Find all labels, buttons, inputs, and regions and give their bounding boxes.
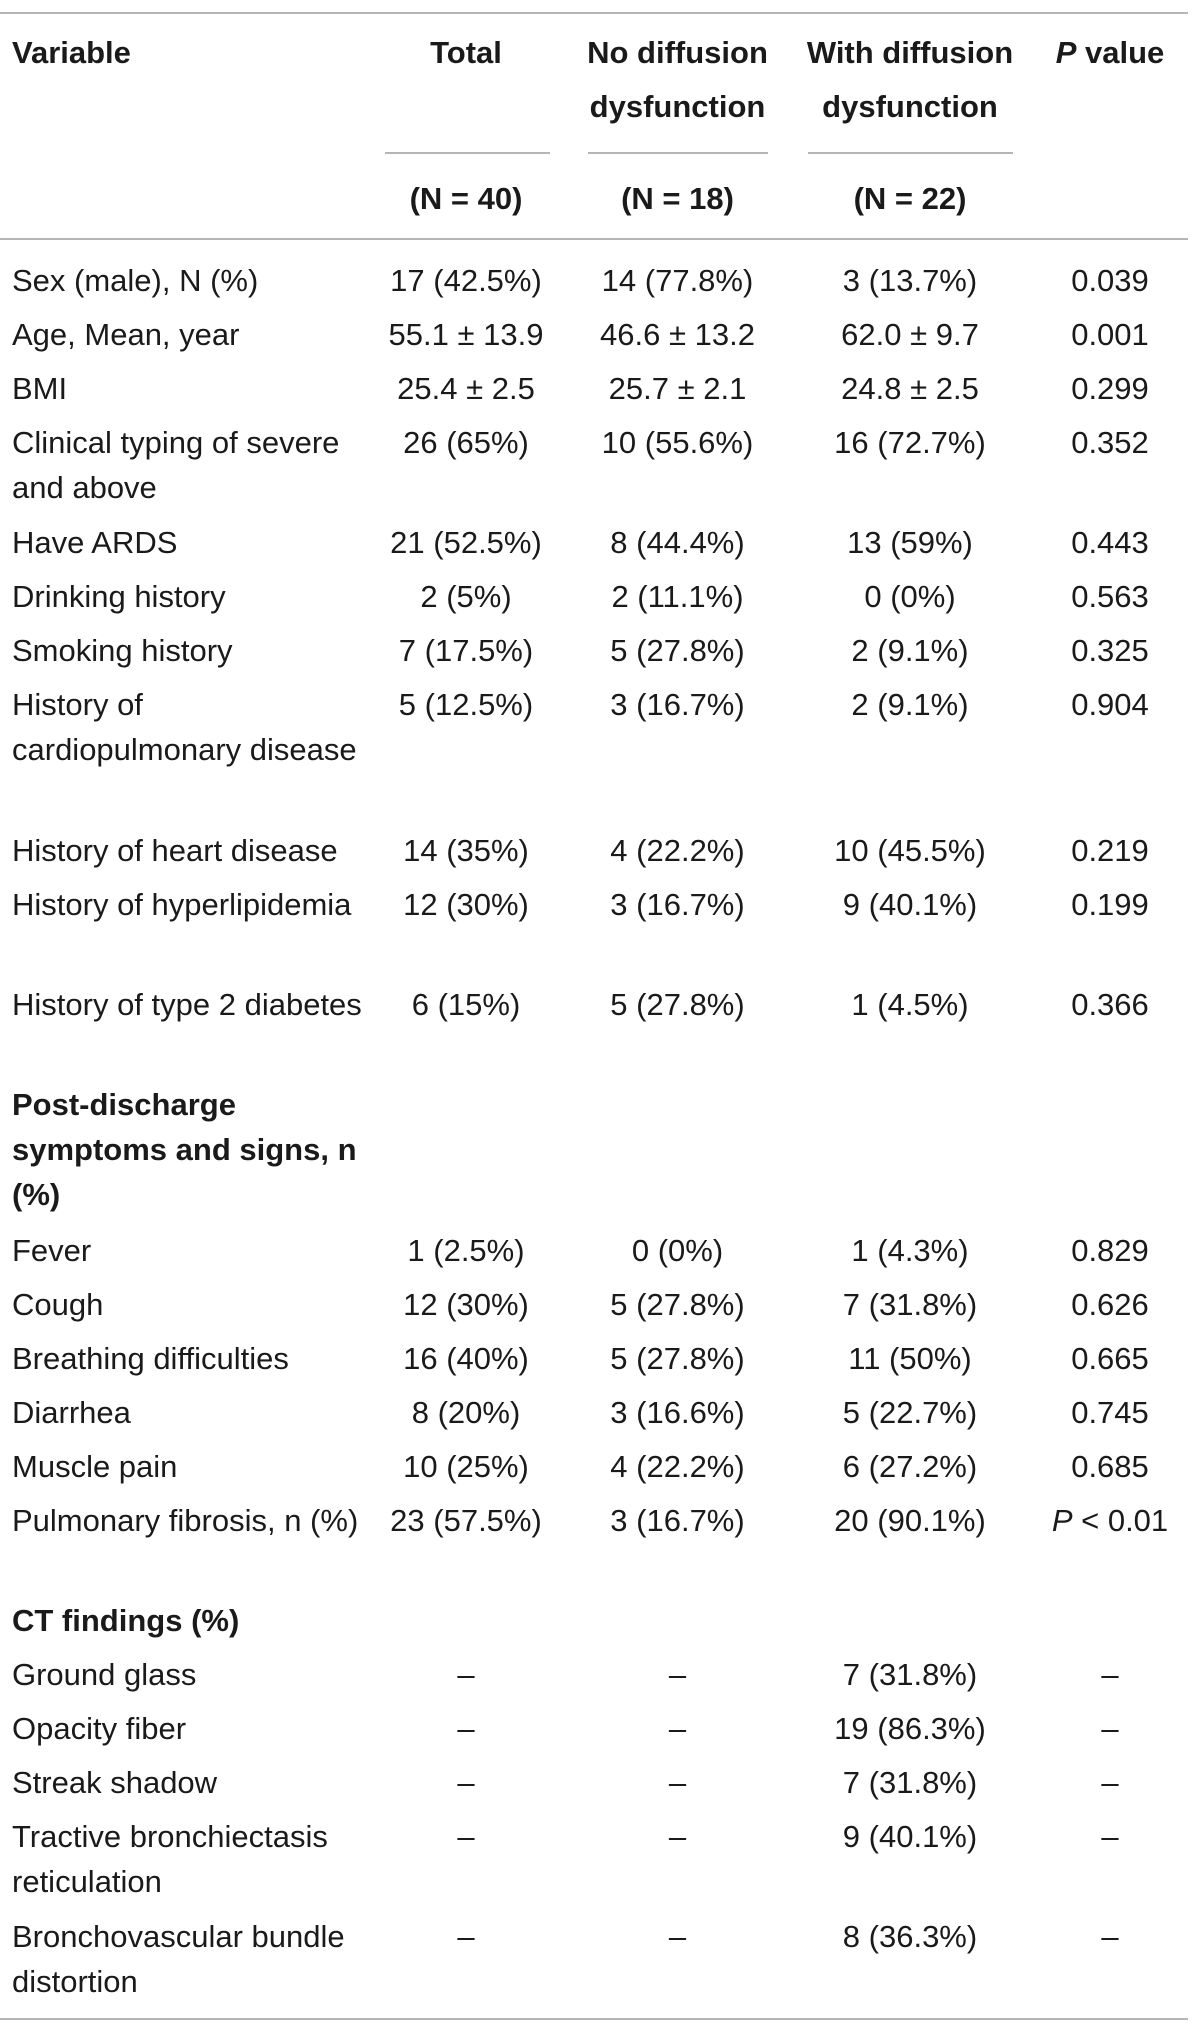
cell-p-value: 0.352 [1071,425,1149,460]
cell-total: – [457,1765,475,1800]
cell-with-diffusion: 24.8 ± 2.5 [841,371,979,406]
cell-total: – [457,1657,475,1692]
cell-no-diffusion: – [668,1711,687,1746]
row-label: BMI [12,371,68,406]
table-bottom-rule [0,2018,1188,2020]
subheader-rule-no [588,152,768,154]
header-n-no: (N = 18) [621,181,734,216]
cell-with-diffusion: 13 (59%) [847,525,973,560]
cell-with-diffusion: 10 (45.5%) [834,833,986,868]
cell-no-diffusion: 10 (55.6%) [601,425,754,460]
cell-p-value: 0.443 [1071,525,1149,560]
cell-total: – [457,1919,475,1954]
section-heading: Post-discharge symptoms and signs, n (%) [12,1087,357,1212]
cell-total: 12 (30%) [403,1287,529,1322]
row-label: History of hyperlipidemia [12,887,352,922]
cell-total: 21 (52.5%) [390,525,542,560]
cell-total: 25.4 ± 2.5 [397,371,535,406]
row-label: Breathing difficulties [12,1341,289,1376]
cell-no-diffusion: – [668,1657,687,1692]
cell-p-value: – [1101,1765,1119,1800]
cell-no-diffusion: 2 (11.1%) [611,579,744,614]
cell-with-diffusion: 0 (0%) [864,579,956,614]
cell-total: 12 (30%) [403,887,529,922]
header-p-rest: value [1076,35,1165,70]
header-total: Total [430,35,502,70]
cell-with-diffusion: 62.0 ± 9.7 [841,317,979,352]
header-p-italic: P [1055,35,1077,70]
cell-p-value: 0.685 [1071,1449,1149,1484]
cell-p-value: 0.829 [1071,1233,1149,1268]
cell-p-value: 0.366 [1071,987,1149,1022]
row-label: Pulmonary fibrosis, n (%) [12,1503,359,1538]
row-label: Diarrhea [12,1395,131,1430]
row-label: Streak shadow [12,1765,218,1800]
cell-total: 16 (40%) [403,1341,529,1376]
p-symbol: P [1051,1503,1073,1538]
cell-total: 8 (20%) [411,1395,521,1430]
cell-with-diffusion: 20 (90.1%) [834,1503,986,1538]
cell-no-diffusion: 4 (22.2%) [610,1449,745,1484]
cell-no-diffusion: 8 (44.4%) [610,525,745,560]
cell-p-value: 0.904 [1071,687,1149,722]
cell-p-value: – [1101,1819,1119,1854]
cell-with-diffusion: 9 (40.1%) [842,887,978,922]
header-no-diffusion-line1: No diffusion [587,35,768,70]
header-with-diffusion-line1: With diffusion [806,35,1014,70]
cell-with-diffusion: 1 (4.3%) [851,1233,969,1268]
cell-no-diffusion: 5 (27.8%) [610,987,745,1022]
row-label: Drinking history [12,579,226,614]
cell-with-diffusion: 2 (9.1%) [851,633,969,668]
cell-no-diffusion: 14 (77.8%) [601,263,754,298]
cell-p-value: 0.299 [1071,371,1149,406]
cell-total: 6 (15%) [411,987,521,1022]
cell-with-diffusion: 11 (50%) [848,1341,972,1376]
cell-with-diffusion: 7 (31.8%) [842,1287,978,1322]
cell-p-value: – [1101,1711,1119,1746]
cell-no-diffusion: 5 (27.8%) [610,1341,745,1376]
cell-no-diffusion: 0 (0%) [631,1233,724,1268]
cell-total: 14 (35%) [403,833,529,868]
header-n-total: (N = 40) [409,181,523,216]
row-label: Muscle pain [12,1449,178,1484]
cell-total: 23 (57.5%) [390,1503,542,1538]
row-label: Smoking history [12,633,233,668]
cell-with-diffusion: 1 (4.5%) [851,987,969,1022]
cell-no-diffusion: 5 (27.8%) [610,633,745,668]
cell-total: 5 (12.5%) [398,687,534,722]
cell-p-value: 0.199 [1071,887,1149,922]
row-label: Opacity fiber [12,1711,187,1746]
cell-with-diffusion: 3 (13.7%) [842,263,978,298]
header-p-value [1030,26,1190,80]
cell-p-value [1030,1498,1190,1543]
row-label: History of type 2 diabetes [12,987,362,1022]
cell-no-diffusion: 5 (27.8%) [610,1287,745,1322]
cell-p-value: – [1101,1657,1119,1692]
cell-with-diffusion: 5 (22.7%) [842,1395,978,1430]
row-label: Fever [12,1233,92,1268]
row-label: Age, Mean, year [12,317,240,352]
cell-total: – [457,1711,475,1746]
cell-p-value: 0.001 [1071,317,1149,352]
cell-with-diffusion: 8 (36.3%) [842,1919,978,1954]
header-n-with: (N = 22) [853,181,967,216]
header-with-diffusion [800,26,1020,134]
row-label: Bronchovascular bundle distortion [12,1919,345,1999]
cell-total: 26 (65%) [403,425,529,460]
cell-p-value: 0.665 [1071,1341,1149,1376]
cell-total: 55.1 ± 13.9 [388,317,544,352]
cell-p-value: 0.563 [1071,579,1149,614]
row-label: History of cardiopulmonary disease [12,687,357,767]
cell-total: 17 (42.5%) [390,263,542,298]
header-bottom-rule [0,238,1188,240]
cell-no-diffusion: 3 (16.7%) [610,687,745,722]
subheader-rule-total [385,152,550,154]
row-label: Have ARDS [12,525,178,560]
p-threshold: < 0.01 [1072,1503,1169,1538]
row-label: Sex (male), N (%) [12,263,259,298]
cell-total: 1 (2.5%) [407,1233,525,1268]
table-top-rule [0,12,1188,14]
row-label: Tractive bronchiectasis reticulation [12,1819,328,1899]
cell-with-diffusion: 9 (40.1%) [842,1819,978,1854]
cell-no-diffusion: 3 (16.7%) [610,1503,745,1538]
header-no-diffusion [575,26,780,134]
cell-with-diffusion: 7 (31.8%) [842,1765,978,1800]
cell-no-diffusion: 46.6 ± 13.2 [600,317,755,352]
cell-p-value: – [1101,1919,1119,1954]
subheader-rule-with [808,152,1013,154]
cell-with-diffusion: 19 (86.3%) [834,1711,986,1746]
cell-p-value: 0.626 [1071,1287,1149,1322]
row-label: Ground glass [12,1657,197,1692]
cell-total: – [457,1819,475,1854]
cell-with-diffusion: 7 (31.8%) [842,1657,978,1692]
cell-p-value: 0.039 [1071,263,1149,298]
cell-no-diffusion: 3 (16.6%) [610,1395,745,1430]
cell-with-diffusion: 6 (27.2%) [842,1449,978,1484]
cell-no-diffusion: 4 (22.2%) [610,833,745,868]
row-label: Cough [12,1287,104,1322]
section-heading: CT findings (%) [12,1603,240,1638]
cell-no-diffusion: – [668,1919,687,1954]
row-label: Clinical typing of severe and above [12,425,340,505]
cell-p-value: 0.325 [1071,633,1149,668]
cell-no-diffusion: – [668,1819,687,1854]
cell-no-diffusion: – [668,1765,687,1800]
header-no-diffusion-line2: dysfunction [589,89,766,124]
cell-total: 7 (17.5%) [398,633,534,668]
cell-p-value: 0.219 [1071,833,1149,868]
header-with-diffusion-line2: dysfunction [822,89,998,124]
cell-no-diffusion: 25.7 ± 2.1 [608,371,747,406]
header-variable: Variable [12,35,131,70]
cell-total: 10 (25%) [403,1449,529,1484]
row-label: History of heart disease [12,833,338,868]
cell-p-value: 0.745 [1071,1395,1149,1430]
cell-with-diffusion: 16 (72.7%) [834,425,986,460]
cell-no-diffusion: 3 (16.7%) [610,887,745,922]
cell-total: 2 (5%) [420,579,512,614]
cell-with-diffusion: 2 (9.1%) [851,687,969,722]
